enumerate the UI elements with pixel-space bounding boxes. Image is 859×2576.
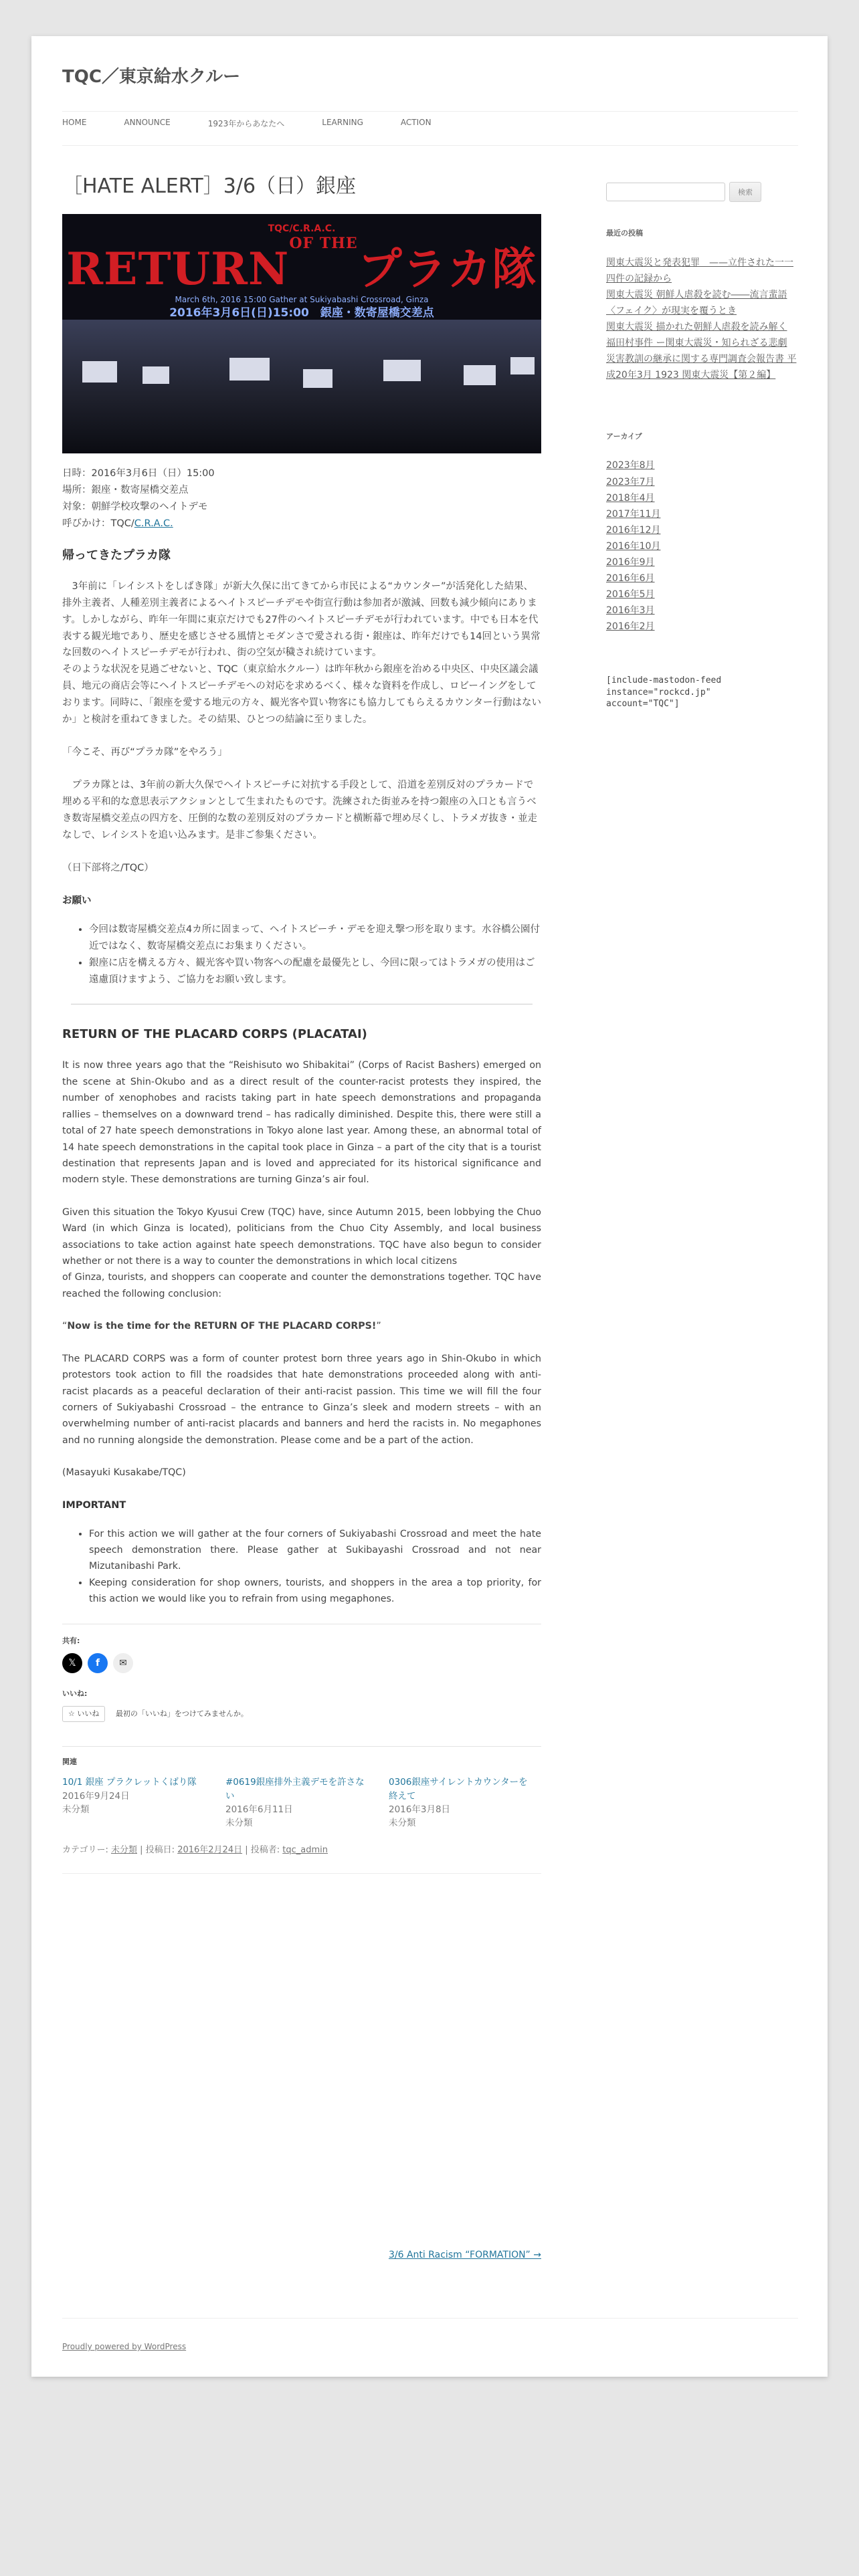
like-widget [62, 1706, 541, 1723]
event-place: 場所：銀座・数寄屋橋交差点 [62, 484, 189, 496]
en-heading: RETURN OF THE PLACARD CORPS (PLACATAI) [62, 1027, 367, 1042]
placard-shape [229, 358, 270, 381]
related-category: 未分類 [62, 1804, 90, 1815]
related-item [225, 1776, 373, 1830]
recent-post-link[interactable]: 関東大震災 朝鮮人虐殺を読む――流言蜚語〈フェイク〉が現実を覆うとき [606, 290, 787, 317]
jp-paragraph-1: 3年前に「レイシストをしばき隊」が新大久保に出てきてから市民による“カウンター”が活発化した結果、排外主義者、人種差別主義者によるヘイトスピーチデモや街宣行動は参加者が激減、回数も減少傾向にあります。しかしながら、昨年一年間に東京だけでも27件のヘイトスピーチデモが行われています。中でも日本を代表する観光地であり、歴史を感じさせる風情とモダンさで愛される街・銀座は、昨年だけでも14回という異常な回数のヘイトスピーチデモが行われ、街の空気が穢され続けています。 そのような状況を見過ごせないと、TQC（東京給水クルー）は昨年秋から銀座を治める中央区、中央区議会議員、地元の商店会等にヘイトスピーチデモへの対応を求めるべく、様々な資料を作成し、ロビーイングをしております。同時に、「銀座を愛する地元の方々、観光客や買い物客にも協力してもらえるカウンター行動はないか」と検討を重ねてきました。その結果、ひとつの結論に至りました。 [62, 580, 542, 726]
archive-link[interactable]: 2016年12月 [606, 524, 661, 536]
next-post-link[interactable]: 3/6 Anti Racism “FORMATION” → [388, 2250, 541, 2260]
placard-shape [464, 365, 496, 385]
archive-link[interactable]: 2016年9月 [606, 556, 655, 568]
list-item [606, 287, 799, 319]
entry-meta: カテゴリー: 未分類 | 投稿日: 2016年2月24日 | 投稿者: tqc_admin [62, 1845, 328, 1856]
site-title[interactable]: TQC／東京給水クルー [62, 67, 241, 87]
jp-paragraph-2: 「今こそ、再び“プラカ隊”をやろう」 [62, 747, 227, 758]
related-label: 関連 [62, 1757, 77, 1767]
share-label: 共有: [62, 1636, 80, 1645]
list-item [606, 490, 799, 506]
crac-link[interactable]: C.R.A.C. [134, 518, 173, 529]
nav-announce[interactable]: ANNOUNCE [124, 118, 171, 127]
en-important-list [62, 1526, 541, 1608]
related-category: 未分類 [225, 1818, 253, 1829]
star-icon: ☆ [68, 1709, 75, 1718]
like-prompt: 最初の「いいね」をつけてみませんか。 [115, 1709, 248, 1718]
header-divider [62, 111, 798, 112]
recent-posts-list [606, 255, 799, 384]
list-item [606, 586, 799, 603]
nav-learning[interactable]: LEARNING [322, 118, 363, 127]
nav-home[interactable]: HOME [62, 118, 87, 127]
nav-action[interactable]: ACTION [400, 118, 432, 127]
list-item [606, 619, 799, 635]
search-button[interactable]: 検索 [729, 182, 761, 202]
date-link[interactable]: 2016年2月24日 [177, 1845, 243, 1856]
list-item [606, 319, 799, 335]
list-item [606, 522, 799, 538]
hero-crowd-photo [62, 320, 541, 453]
jp-paragraph-3: プラカ隊とは、3年前の新大久保でヘイトスピーチに対抗する手段として、沿道を差別反対のプラカードで埋める平和的な意思表示アクションとして生まれたものです。洗練された街並みを持つ銀座の入口とも言うべき数寄屋橋交差点の四方を、圧倒的な数の差別反対のプラカードと横断幕で埋め尽くし、トラメガ抜き・並走なしで、レイシストを追い込みます。是非ご参集ください。 [62, 780, 538, 841]
en-signature: (Masayuki Kusakabe/TQC) [62, 1467, 186, 1479]
archive-link[interactable]: 2016年3月 [606, 605, 655, 617]
jp-heading: 帰ってきたプラカ隊 [62, 548, 171, 562]
recent-post-link[interactable]: 関東大震災と発表犯罪 ——立件された一一四件の記録から [606, 257, 793, 284]
english-section [62, 1025, 541, 1607]
like-button[interactable]: ☆ いいね [62, 1706, 105, 1723]
en-important-heading: IMPORTANT [62, 1499, 126, 1511]
search-widget [606, 182, 799, 202]
meta-divider [62, 1873, 541, 1874]
facebook-icon[interactable]: f [88, 1653, 108, 1673]
list-item [606, 603, 799, 619]
event-target: 対象：朝鮮学校攻撃のヘイトデモ [62, 501, 208, 512]
footer-divider [62, 2318, 798, 2319]
event-info [62, 465, 541, 532]
archive-link[interactable]: 2023年7月 [606, 476, 655, 488]
list-item [606, 457, 799, 473]
archive-link[interactable]: 2017年11月 [606, 508, 661, 520]
related-item [389, 1776, 536, 1830]
archive-link[interactable]: 2016年6月 [606, 572, 655, 584]
archive-link[interactable]: 2018年4月 [606, 492, 655, 504]
related-date: 2016年9月24日 [62, 1790, 130, 1802]
like-label: いいね: [62, 1689, 88, 1698]
event-organizer: 呼びかけ：TQC/C.R.A.C. [62, 518, 173, 529]
archive-link[interactable]: 2016年10月 [606, 540, 661, 552]
related-item [62, 1776, 209, 1830]
archive-link[interactable]: 2023年8月 [606, 460, 655, 471]
hero-banner-image [62, 214, 541, 453]
hero-subtitle-jp: 2016年3月6日(日)15:00 銀座・数寄屋橋交差点 [169, 306, 434, 320]
jp-signature: （日下部将之/TQC） [62, 862, 154, 873]
share-buttons [62, 1653, 541, 1673]
related-link[interactable]: 0306銀座サイレントカウンターを終えて [389, 1777, 528, 1802]
jp-request-heading: お願い [62, 895, 92, 906]
hero-title: $RETURN^{OF THE}$プラカ隊 [66, 235, 537, 295]
archive-link[interactable]: 2016年5月 [606, 589, 655, 601]
event-date: 日時：2016年3月6日（日）15:00 [62, 468, 215, 479]
placard-shape [142, 366, 169, 384]
jp-request-list [62, 922, 541, 988]
page-container [31, 36, 828, 2377]
en-paragraph-3: “Now is the time for the RETURN OF THE PLACARD CORPS!” [62, 1321, 381, 1332]
list-item [606, 351, 799, 383]
related-date: 2016年3月8日 [389, 1804, 451, 1815]
footer-credit-link[interactable]: Proudly powered by WordPress [62, 2342, 187, 2351]
recent-post-link[interactable]: 災害教訓の継承に関する専門調査会報告書 平成20年3月 1923 関東大震災【第２編】 [606, 354, 797, 381]
list-item [606, 554, 799, 570]
archive-list [606, 457, 799, 635]
hero-subtitle-en: March 6th, 2016 15:00 Gather at Sukiyabashi Crossroad, Ginza [175, 295, 429, 304]
archive-title: アーカイブ [606, 431, 642, 441]
placard-shape [383, 360, 421, 381]
archive-link[interactable]: 2016年2月 [606, 621, 655, 633]
nav-divider [62, 145, 798, 146]
list-item [606, 474, 799, 490]
en-paragraph-2: Given this situation the Tokyo Kyusui Crew (TQC) have, since Autumn 2015, been lobbying the Chuo Ward (in which Ginza is located), politicians from the Chuo City Assembly, and local business associations to take action against hate speech demonstrations. TQC have also begun to consider whether or not there is a way to counter the demonstrations in which local citizens of Ginza, tourists, and shoppers can cooperate and counter the demonstrations together. TQC have reached the following conclusion: [62, 1206, 541, 1299]
list-item: • 銀座に店を構える方々、観光客や買い物客への配慮を最優先とし、今回に限ってはトラメガの使用はご遠慮頂けますよう、ご協力をお願い致します。 [89, 955, 541, 988]
email-icon[interactable]: ✉ [113, 1653, 133, 1673]
list-item [606, 335, 799, 351]
placard-shape [303, 369, 332, 388]
list-item [606, 255, 799, 287]
list-item: • For this action we will gather at the four corners of Sukiyabashi Crossroad and meet the hate speech demonstration there. Please gather at Sukibayashi Crossroad and not near Mizutanibashi Park. [89, 1526, 541, 1575]
recent-post-link[interactable]: 関東大震災 描かれた朝鮮人虐殺を読み解く [606, 322, 787, 333]
placard-shape [82, 361, 117, 383]
en-paragraph-4: The PLACARD CORPS was a form of counter protest born three years ago in Shin-Okubo in which protestors took action to fill the roadsides that hate demonstrations proceeded along with anti-racist placards as a peaceful declaration of their anti-racist passion. This time we will fill the four corners of Sukiyabashi Crossroad – the entrance to Ginza’s sleek and modern streets – with an overwhelming number of anti-racist placards and banners and herd the racists in. No megaphones and no running alongside the demonstration. Please come and be a part of the action. [62, 1353, 541, 1446]
post-content [62, 173, 541, 1874]
post-navigation [62, 2250, 541, 2260]
list-item [606, 570, 799, 586]
list-item [606, 506, 799, 522]
search-input[interactable] [606, 183, 725, 201]
related-divider [62, 1746, 541, 1747]
related-link[interactable]: 10/1 銀座 プラクレットくばり隊 [62, 1777, 197, 1788]
mastodon-shortcode: [include-mastodon-feed instance="rockcd.jp" account="TQC"] [606, 675, 722, 710]
sidebar [606, 182, 799, 710]
recent-post-link[interactable]: 福田村事件 ー関東大震災・知られざる悲劇 [606, 338, 787, 349]
list-item [606, 538, 799, 554]
hero-org-label: TQC/C.R.A.C. [268, 223, 336, 234]
x-icon[interactable]: 𝕏 [62, 1653, 82, 1673]
placard-shape [510, 357, 535, 374]
post-title: ［HATE ALERT］3/6（日）銀座 [62, 175, 357, 198]
en-paragraph-1: It is now three years ago that the “Reishisuto wo Shibakitai” (Corps of Racist Bashers) emerged on the scene at Shin-Okubo and as a direct result of the counter-racist protests they inspired, the number of xenophobes and racists taking part in hate speech demonstrations and propaganda rallies – themselves on a downward trend – has radically diminished. Despite this, there were still a total of 27 hate speech demonstrations in Tokyo alone last year. Among these, an abnormal total of 14 hate speech demonstrations in the capital took place in Ginza – a part of the city that is a tourist destination that represents Japan and is loved and appreciated for its historical significance and modern style. These demonstrations are turning Ginza’s air foul. [62, 1060, 541, 1186]
list-item: • 今回は数寄屋橋交差点4カ所に固まって、ヘイトスピーチ・デモを迎え撃つ形を取ります。水谷橋公園付近ではなく、数寄屋橋交差点にお集まりください。 [89, 922, 541, 955]
author-link[interactable]: tqc_admin [282, 1845, 328, 1856]
related-date: 2016年6月11日 [225, 1804, 293, 1815]
recent-posts-title: 最近の投稿 [606, 229, 643, 237]
list-item: • Keeping consideration for shop owners, tourists, and shoppers in the area a top priority, for this action we would like you to refrain from using megaphones. [89, 1575, 541, 1608]
main-nav [62, 118, 469, 129]
nav-1923[interactable]: 1923年からあなたへ [207, 119, 285, 128]
related-link[interactable]: #0619銀座排外主義デモを許さない [225, 1777, 365, 1802]
related-category: 未分類 [389, 1818, 416, 1829]
related-posts [62, 1776, 541, 1830]
category-link[interactable]: 未分類 [111, 1845, 138, 1856]
